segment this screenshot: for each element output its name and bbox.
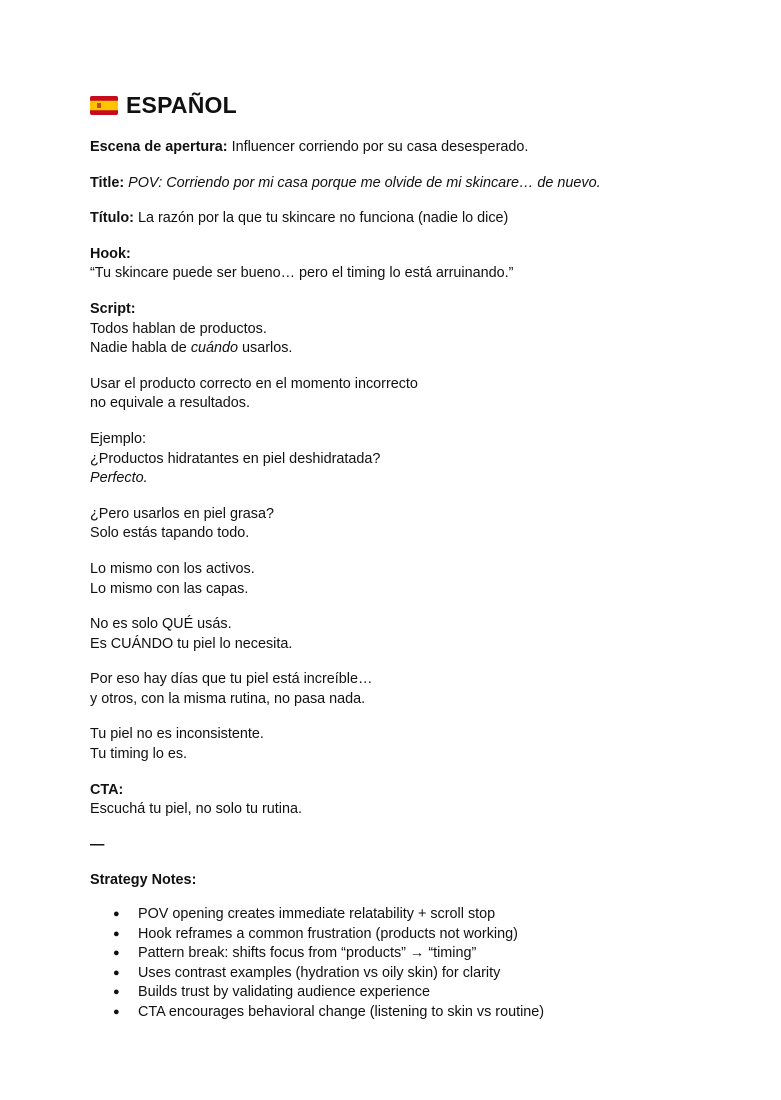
script-line: Es CUÁNDO tu piel lo necesita.	[90, 635, 293, 652]
script-line: Nadie habla de	[90, 340, 191, 357]
script-paragraph	[90, 670, 750, 709]
script-line: Tu timing lo es.	[90, 746, 188, 763]
script-label: Script:	[90, 300, 136, 317]
script-paragraph	[90, 725, 750, 764]
list-item: ● Builds trust by validating audience experience	[90, 983, 750, 1003]
document-title: ESPAÑOL	[126, 92, 237, 118]
script-line: Solo estás tapando todo.	[90, 525, 250, 542]
strategy-notes-label: Strategy Notes:	[90, 872, 197, 889]
script-line: No es solo QUÉ usás.	[90, 616, 232, 633]
list-item: ● Hook reframes a common frustration (products not working)	[90, 925, 750, 945]
list-item: ● POV opening creates immediate relatability + scroll stop	[90, 905, 750, 925]
titulo	[90, 209, 750, 229]
script-line: Por eso hay días que tu piel está increíble…	[90, 671, 373, 688]
titulo-label: Título:	[90, 210, 134, 227]
cta-section	[90, 781, 750, 820]
script-line: Todos hablan de productos.	[90, 320, 267, 337]
script-paragraph	[90, 560, 750, 599]
script-line: Ejemplo:	[90, 430, 146, 447]
cta-text: Escuchá tu piel, no solo tu rutina.	[90, 801, 302, 818]
script-paragraph	[90, 505, 750, 544]
cta-label: CTA:	[90, 781, 124, 798]
script-line: Tu piel no es inconsistente.	[90, 726, 264, 743]
script-line: usarlos.	[238, 340, 293, 357]
script-line: Lo mismo con las capas.	[90, 580, 249, 597]
script-line: Perfecto.	[90, 470, 148, 487]
title-row	[90, 92, 237, 119]
script-line: ¿Pero usarlos en piel grasa?	[90, 505, 274, 522]
hook-label: Hook:	[90, 245, 131, 262]
document-content	[90, 138, 750, 1023]
list-item: ● Pattern break: shifts focus from “products” → “timing”	[90, 944, 750, 964]
script-line: no equivale a resultados.	[90, 395, 251, 412]
strategy-notes-list	[90, 905, 750, 1023]
list-item: ● Uses contrast examples (hydration vs oily skin) for clarity	[90, 964, 750, 984]
spain-flag-icon	[90, 96, 118, 115]
titulo-text: La razón por la que tu skincare no funciona (nadie lo dice)	[137, 210, 509, 227]
title-en	[90, 174, 750, 194]
script-paragraph	[90, 615, 750, 654]
title-en-label: Title:	[90, 174, 125, 191]
hook-section	[90, 245, 750, 284]
list-item: ● CTA encourages behavioral change (listening to skin vs routine)	[90, 1003, 750, 1023]
title-en-text: POV: Corriendo por mi casa porque me olvide de mi skincare… de nuevo.	[128, 174, 601, 191]
script-paragraph	[90, 375, 750, 414]
script-line: ¿Productos hidratantes en piel deshidratada?	[90, 450, 381, 467]
opening-scene-text: Influencer corriendo por su casa desesperado.	[231, 139, 529, 155]
script-paragraph	[90, 430, 750, 489]
script-section	[90, 300, 750, 359]
script-line: Usar el producto correcto en el momento incorrecto	[90, 375, 418, 392]
script-line: Lo mismo con los activos.	[90, 560, 255, 577]
opening-scene-label: Escena de apertura:	[90, 139, 228, 155]
separator: —	[90, 836, 105, 853]
hook-text: “Tu skincare puede ser bueno… pero el timing lo está arruinando.”	[90, 265, 514, 282]
script-line: y otros, con la misma rutina, no pasa nada.	[90, 690, 366, 707]
opening-scene	[90, 138, 750, 158]
script-line-emphasis: cuándo	[190, 340, 239, 357]
